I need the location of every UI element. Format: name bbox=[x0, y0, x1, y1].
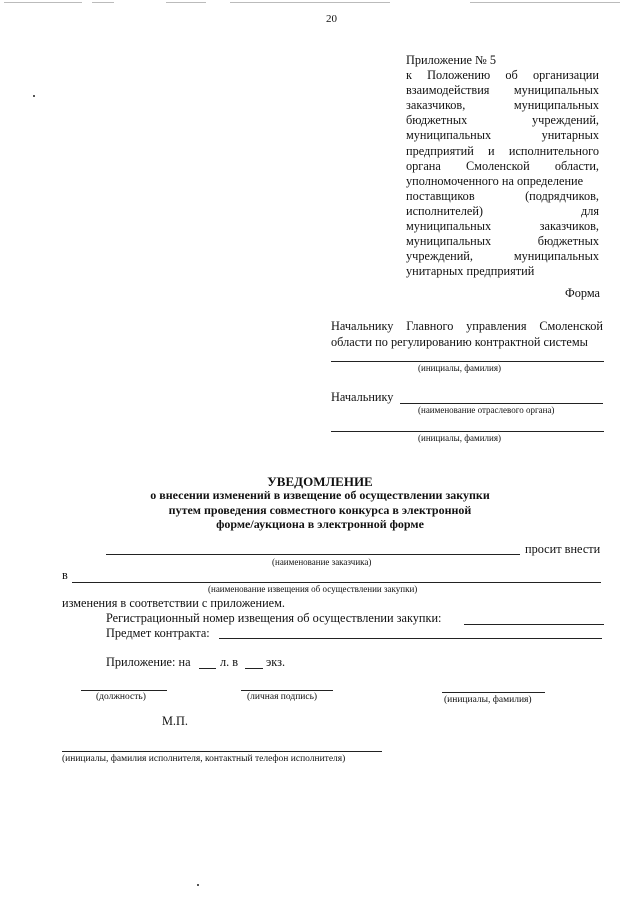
appendix-word: муниципальных bbox=[406, 128, 492, 143]
appendix-word: учреждений, bbox=[406, 249, 473, 264]
stamp-label: М.П. bbox=[162, 714, 188, 728]
addressee-block bbox=[331, 318, 603, 350]
appendix-word: предприятий bbox=[406, 143, 474, 158]
appendix-word: муниципальных bbox=[513, 249, 599, 264]
appendix-word: (подрядчиков, bbox=[525, 188, 599, 203]
position-caption: (должность) bbox=[96, 692, 146, 702]
appendix-line bbox=[406, 189, 599, 204]
appendix-word: исполнительного bbox=[508, 143, 599, 158]
changes-text: изменения в соответствии с приложением. bbox=[62, 596, 285, 610]
scan-artifact-line bbox=[230, 2, 390, 3]
appendix-word: учреждений, bbox=[532, 113, 599, 128]
notice-subtitle-1: о внесении изменений в извещение об осуществлении закупки bbox=[150, 488, 490, 502]
personal-signature-line bbox=[241, 690, 333, 691]
addressee-line-1 bbox=[331, 318, 603, 334]
chief-initials-caption: (инициалы, фамилия) bbox=[418, 433, 501, 443]
appendix-word: унитарных предприятий bbox=[406, 264, 535, 279]
position-line bbox=[81, 690, 167, 691]
appendix-word: бюджетных bbox=[537, 234, 599, 249]
appendix-line bbox=[406, 98, 599, 113]
addressee-word: Смоленской bbox=[539, 319, 603, 333]
appendix-word: муниципальных bbox=[406, 219, 492, 234]
initials-caption: (инициалы, фамилия) bbox=[444, 695, 532, 705]
appendix-line bbox=[406, 234, 599, 249]
form-label: Форма bbox=[565, 286, 600, 300]
appendix-word: муниципальных bbox=[513, 98, 599, 113]
appendix-word: Положению bbox=[427, 68, 491, 83]
addressee-initials-caption: (инициалы, фамилия) bbox=[418, 363, 501, 373]
executor-line bbox=[62, 751, 382, 752]
appendix-line bbox=[406, 159, 599, 174]
notice-subtitle-3: форме/аукциона в электронной форме bbox=[216, 517, 424, 531]
appendix-word: поставщиков bbox=[406, 188, 475, 203]
appendix-line bbox=[406, 144, 599, 159]
chief-label: Начальнику bbox=[331, 390, 394, 404]
scan-speck bbox=[197, 884, 199, 886]
addressee-initials-line bbox=[331, 361, 604, 362]
appendix-word: органа bbox=[406, 158, 441, 173]
addressee-word: Начальнику bbox=[331, 319, 394, 333]
notice-name-caption: (наименование извещения об осуществлении закупки) bbox=[208, 584, 418, 594]
appendix-word: к bbox=[406, 68, 412, 83]
page-number: 20 bbox=[326, 13, 337, 25]
scan-artifact-line bbox=[166, 2, 206, 3]
appendix-line bbox=[406, 68, 599, 83]
appendix-line bbox=[406, 113, 599, 128]
attachment-pages-text: л. в bbox=[220, 655, 239, 669]
appendix-line bbox=[406, 83, 599, 98]
executor-caption: (инициалы, фамилия исполнителя, контактный телефон исполнителя) bbox=[62, 754, 346, 764]
addressee-word: Главного bbox=[406, 319, 454, 333]
chief-body-caption: (наименование отраслевого органа) bbox=[418, 405, 555, 415]
appendix-text bbox=[406, 68, 599, 279]
attachment-pages-line bbox=[199, 668, 216, 669]
appendix-word: и bbox=[488, 143, 495, 158]
customer-name-caption: (наименование заказчика) bbox=[272, 557, 372, 567]
appendix-word: заказчиков, bbox=[406, 98, 466, 113]
appendix-line bbox=[406, 219, 599, 234]
notice-title: УВЕДОМЛЕНИЕ bbox=[267, 474, 373, 489]
prefix-v: в bbox=[62, 568, 68, 582]
appendix-word: бюджетных bbox=[406, 113, 468, 128]
personal-signature-caption: (личная подпись) bbox=[247, 692, 318, 702]
chief-initials-line bbox=[331, 431, 604, 432]
notice-subtitle-2: путем проведения совместного конкурса в электронной bbox=[168, 503, 472, 517]
scan-speck bbox=[33, 95, 35, 97]
attachment-copies-line bbox=[245, 668, 263, 669]
addressee-line-2: области по регулированию контрактной системы bbox=[331, 335, 588, 349]
appendix-word: муниципальных bbox=[513, 83, 599, 98]
appendix-line bbox=[406, 128, 599, 143]
scan-artifact-line bbox=[92, 2, 114, 3]
chief-body-line bbox=[400, 403, 603, 404]
request-text: просит внести bbox=[525, 542, 601, 556]
reg-number-line bbox=[464, 624, 604, 625]
appendix-line bbox=[406, 249, 599, 264]
subject-line bbox=[219, 638, 602, 639]
attachment-label: Приложение: на bbox=[106, 655, 191, 669]
customer-name-line bbox=[106, 554, 520, 555]
appendix-word: заказчиков, bbox=[539, 219, 599, 234]
appendix-title: Приложение № 5 bbox=[406, 53, 497, 67]
appendix-line bbox=[406, 264, 599, 279]
appendix-word: Смоленской bbox=[465, 158, 530, 173]
attachment-copies-text: экз. bbox=[266, 655, 286, 669]
initials-line bbox=[442, 692, 545, 693]
appendix-word: исполнителей) bbox=[406, 203, 484, 218]
appendix-word: организации bbox=[532, 68, 599, 83]
appendix-word: муниципальных bbox=[406, 234, 492, 249]
reg-number-label: Регистрационный номер извещения об осуществлении закупки: bbox=[106, 611, 442, 625]
appendix-line bbox=[406, 204, 599, 219]
appendix-block bbox=[406, 53, 599, 279]
appendix-word: области, bbox=[554, 158, 599, 173]
scan-artifact-line bbox=[4, 2, 82, 3]
appendix-word: об bbox=[505, 68, 518, 83]
scan-artifact-line bbox=[470, 2, 620, 3]
appendix-word: взаимодействия bbox=[406, 83, 490, 98]
appendix-word: уполномоченного на определение bbox=[406, 173, 584, 188]
appendix-word: унитарных bbox=[541, 128, 599, 143]
notice-name-line bbox=[72, 582, 601, 583]
addressee-word: управления bbox=[466, 319, 527, 333]
appendix-line bbox=[406, 174, 599, 189]
appendix-word: для bbox=[580, 203, 599, 218]
subject-label: Предмет контракта: bbox=[106, 626, 210, 640]
